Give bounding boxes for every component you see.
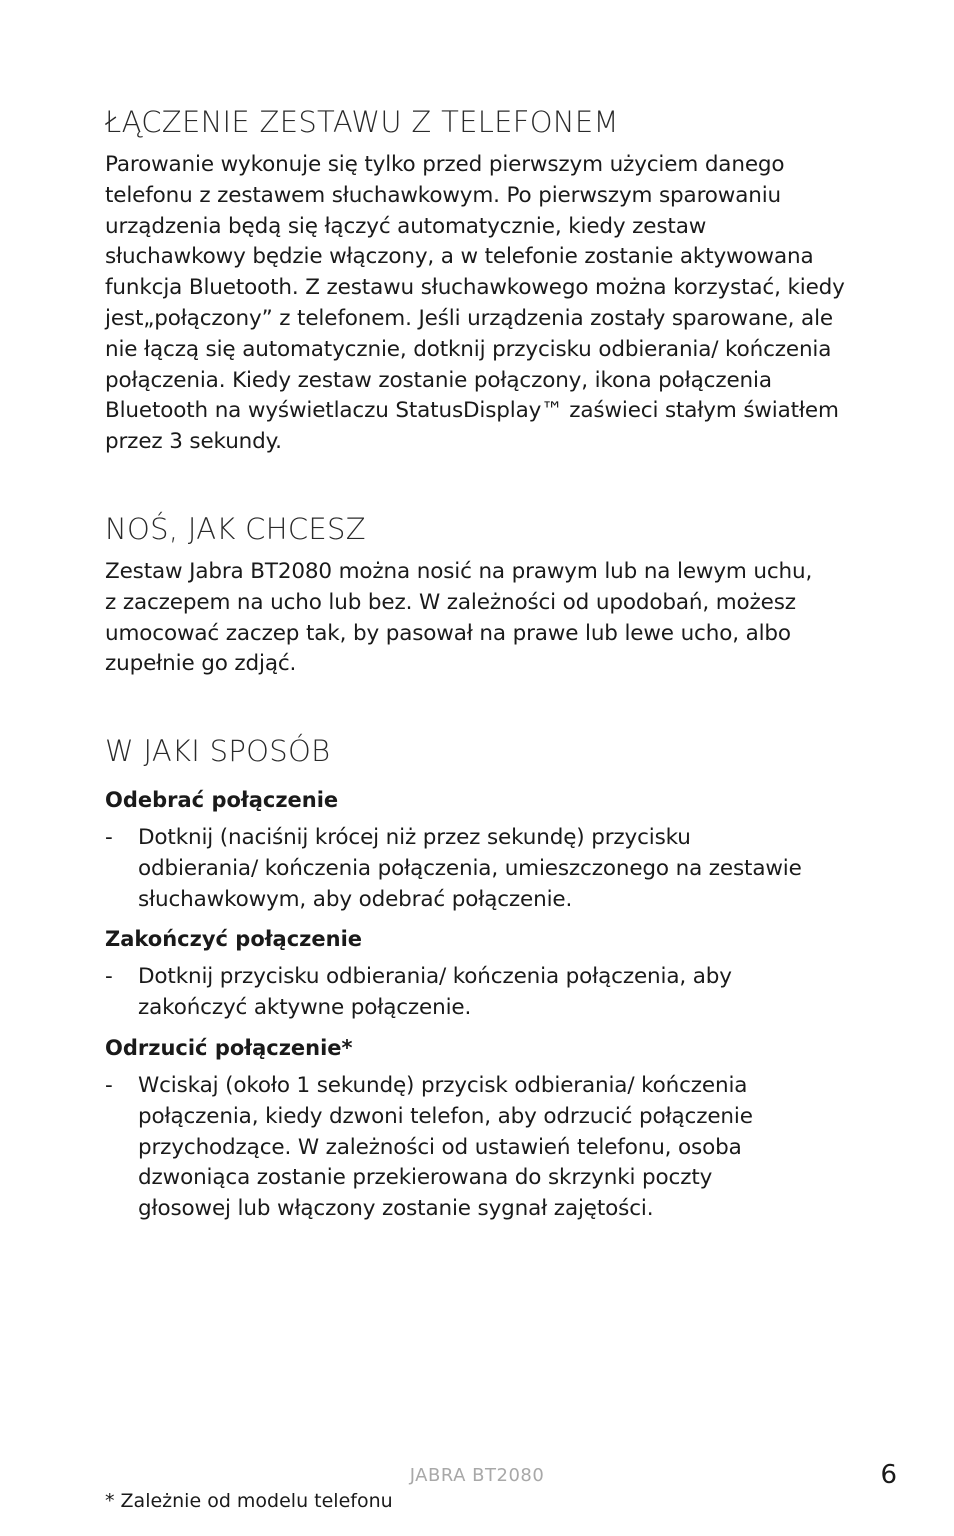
footnote: * Zależnie od modelu telefonu xyxy=(105,1490,393,1512)
text-line: umocować zaczep tak, by pasował na prawe lub lewe ucho, albo xyxy=(105,620,791,646)
text-line: zakończyć aktywne połączenie. xyxy=(138,995,472,1021)
text-line: odbierania/ kończenia połączenia, umieszczonego na zestawie xyxy=(138,855,802,881)
text-line: słuchawkowym, aby odebrać połączenie. xyxy=(138,886,573,912)
text-line: nie łączą się automatycznie, dotknij przycisku odbierania/ kończenia xyxy=(105,336,832,362)
item-answer-call xyxy=(105,785,865,915)
text-line: przychodzące. W zależności od ustawień telefonu, osoba xyxy=(138,1134,742,1160)
section-wearing xyxy=(105,511,865,680)
text-line: funkcja Bluetooth. Z zestawu słuchawkowego można korzystać, kiedy xyxy=(105,275,845,301)
subheading-reject-call: Odrzucić połączenie* xyxy=(105,1035,353,1060)
text-line: urządzenia będą się łączyć automatycznie, kiedy zestaw xyxy=(105,213,707,239)
bullet-dash: - xyxy=(105,964,113,990)
heading-wearing: NOŚ, JAK CHCESZ xyxy=(105,512,366,546)
footer-brand: JABRA BT2080 xyxy=(409,1465,545,1486)
item-end-call xyxy=(105,924,865,1024)
text-line: zupełnie go zdjąć. xyxy=(105,651,297,677)
text-line: jest„połączony” z telefonem. Jeśli urządzenia zostały sparowane, ale xyxy=(105,305,833,331)
text-line: Dotknij przycisku odbierania/ kończenia połączenia, aby xyxy=(138,964,732,990)
section-how-to xyxy=(105,733,865,1225)
text-line: Dotknij (naciśnij krócej niż przez sekundę) przycisku xyxy=(138,825,691,850)
section-pairing xyxy=(105,104,865,458)
text-line: Zestaw Jabra BT2080 można nosić na prawym lub na lewym uchu, xyxy=(105,559,813,584)
subheading-end-call: Zakończyć połączenie xyxy=(105,927,363,952)
text-line: z zaczepem na ucho lub bez. W zależności od upodobań, możesz xyxy=(105,589,796,615)
paragraph-pairing xyxy=(105,150,865,458)
text-line: Wciskaj (około 1 sekundę) przycisk odbierania/ kończenia xyxy=(138,1072,748,1098)
bullet-reject-call xyxy=(105,1071,865,1225)
text-line: połączenia, kiedy dzwoni telefon, aby odrzucić połączenie xyxy=(138,1103,753,1129)
text-line: głosowej lub włączony zostanie sygnał zajętości. xyxy=(138,1196,654,1222)
bullet-end-call xyxy=(105,962,865,1024)
text-line: słuchawkowy będzie włączony, a w telefonie zostanie aktywowana xyxy=(105,244,814,270)
page-number: 6 xyxy=(880,1460,897,1490)
text-line: Bluetooth na wyświetlaczu StatusDisplay™ zaświeci stałym światłem xyxy=(105,398,839,424)
text-line: dzwoniąca zostanie przekierowana do skrzynki poczty xyxy=(138,1165,713,1191)
heading-pairing: ŁĄCZENIE ZESTAWU Z TELEFONEM xyxy=(105,105,619,139)
item-reject-call xyxy=(105,1033,865,1225)
subheading-answer-call: Odebrać połączenie xyxy=(105,788,339,812)
text-line: telefonu z zestawem słuchawkowym. Po pierwszym sparowaniu xyxy=(105,182,782,208)
bullet-answer-call xyxy=(105,823,865,915)
text-line: połączenia. Kiedy zestaw zostanie połączony, ikona połączenia xyxy=(105,367,772,393)
bullet-dash: - xyxy=(105,825,113,850)
heading-how-to: W JAKI SPOSÓB xyxy=(105,734,331,768)
bullet-dash: - xyxy=(105,1072,113,1098)
text-line: Parowanie wykonuje się tylko przed pierwszym użyciem danego xyxy=(105,152,785,177)
paragraph-wearing xyxy=(105,557,865,680)
text-line: przez 3 sekundy. xyxy=(105,429,282,455)
